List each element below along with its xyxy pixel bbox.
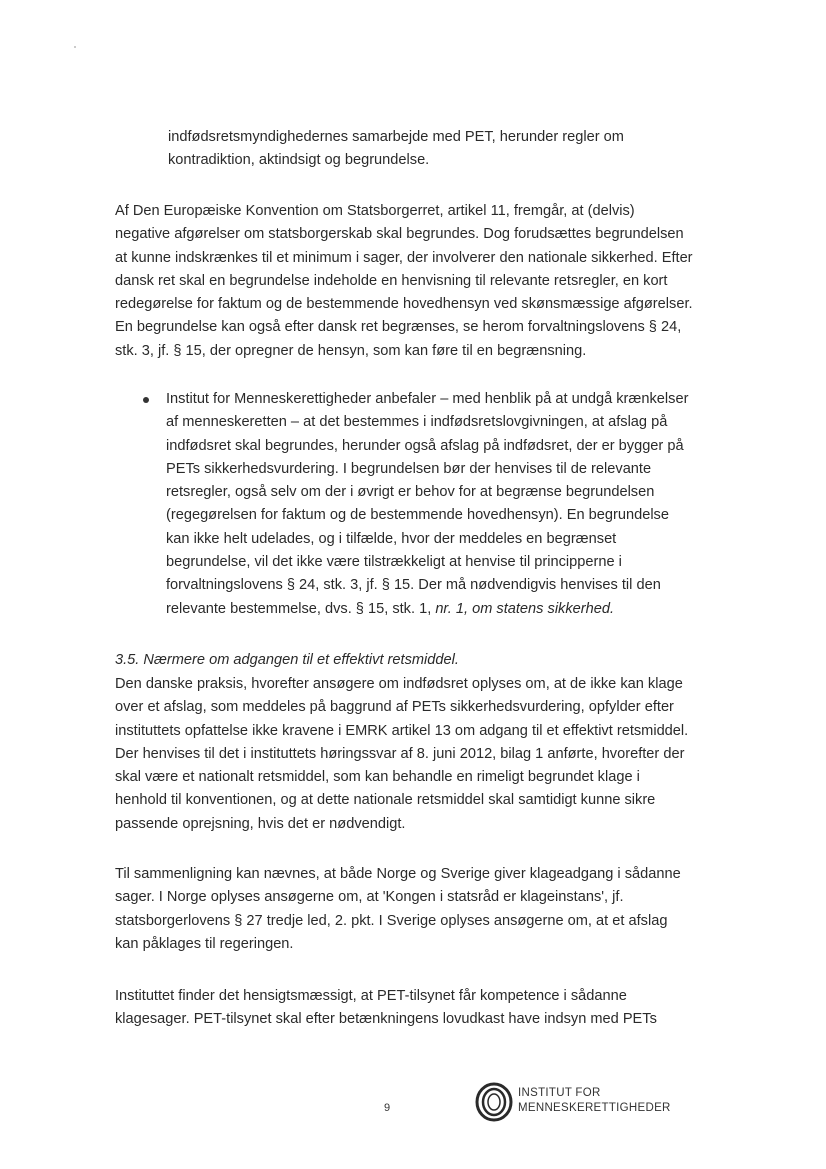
- text-line: kan ikke helt udelades, og i tilfælde, hvor der meddeles en begrænset: [166, 530, 617, 547]
- text-line: negative afgørelser om statsborgerskab skal begrundes. Dog forudsættes begrundelsen: [115, 226, 684, 243]
- text-line: kontradiktion, aktindsigt og begrundelse.: [168, 152, 430, 169]
- text-line: PETs sikkerhedsvurdering. I begrundelsen bør der henvises til de relevante: [166, 460, 652, 477]
- text-line: over et afslag, som meddeles på baggrund af PETs sikkerhedsvurdering, opfylder efter: [115, 699, 674, 716]
- text-line: begrundelse, vil det ikke være tilstrækkeligt at henvise til principperne i: [166, 554, 622, 571]
- paragraph-comparison: [115, 863, 681, 956]
- text-line: Instituttet finder det hensigtsmæssigt, at PET-tilsynet får kompetence i sådanne: [115, 988, 627, 1004]
- text-line: (regegørelsen for faktum og de bestemmende hovedhensyn). En begrundelse: [166, 507, 669, 524]
- text-line: sager. I Norge oplyses ansøgerne om, at 'Kongen i statsråd er klageinstans', jf.: [115, 889, 624, 906]
- text-line: statsborgerlovens § 27 tredje led, 2. pkt. I Sverige oplyses ansøgerne om, at et afslag: [115, 912, 668, 929]
- institute-logo-text: [518, 1086, 671, 1116]
- text-line: klagesager. PET-tilsynet skal efter betænkningens lovudkast have indsyn med PETs: [115, 1011, 657, 1028]
- logo-line-1: INSTITUT FOR: [518, 1087, 601, 1099]
- text-line: skal være et nationalt retsmiddel, som kan behandle en rimeligt begrundet klage i: [115, 769, 640, 786]
- text-line-final: [166, 598, 688, 621]
- section-heading: 3.5. Nærmere om adgangen til et effektivt retsmiddel.: [115, 652, 459, 668]
- text-line: instituttets opfattelse ikke kravene i EMRK artikel 13 om adgang til et effektivt retsmiddel.: [115, 722, 689, 739]
- text-line: Institut for Menneskerettigheder anbefaler – med henblik på at undgå krænkelser: [166, 391, 689, 407]
- text-line: forvaltningslovens § 24, stk. 3, jf. § 15. Der må nødvendigvis henvises til den: [166, 577, 661, 594]
- paragraph-remedy: [115, 673, 688, 836]
- text-italic: nr. 1, om statens sikkerhed.: [435, 600, 615, 617]
- text-line: henhold til konventionen, og at dette nationale retsmiddel skal samtidigt kunne sikre: [115, 792, 656, 809]
- text-line: Af Den Europæiske Konvention om Statsborgerret, artikel 11, fremgår, at (delvis): [115, 203, 635, 219]
- text-line: retsregler, også selv om der i øvrigt er behov for at begrænse begrundelsen: [166, 484, 655, 501]
- bullet-icon: [143, 397, 149, 403]
- intro-continuation: [168, 126, 624, 173]
- page-number: 9: [384, 1102, 391, 1114]
- text-line: Den danske praksis, hvorefter ansøgere om indfødsret oplyses om, at de ikke kan klage: [115, 676, 683, 692]
- paragraph-institute: [115, 985, 657, 1032]
- paragraph-convention: [115, 200, 693, 363]
- text-plain: relevante bestemmelse, dvs. § 15, stk. 1,: [166, 600, 436, 617]
- scan-speck: [74, 46, 76, 48]
- text-line: at kunne indskrænkes til et minimum i sager, der involverer den nationale sikkerhed. Efter: [115, 249, 693, 266]
- text-line: dansk ret skal en begrundelse indeholde en henvisning til relevante retsregler, en kort: [115, 272, 668, 289]
- text-line: redegørelse for faktum og de bestemmende hovedhensyn ved skønsmæssige afgørelser.: [115, 296, 693, 313]
- text-line: indfødsret skal begrundes, herunder også afslag på indfødsret, der er bygger på: [166, 437, 684, 454]
- logo-line-2: MENNESKERETTIGHEDER: [518, 1102, 671, 1114]
- institute-logo-icon: [474, 1082, 514, 1122]
- text-line: af menneskeretten – at det bestemmes i indfødsretslovgivningen, at afslag på: [166, 414, 668, 431]
- text-line: En begrundelse kan også efter dansk ret begrænses, se herom forvaltningslovens § 24,: [115, 319, 682, 336]
- recommendation-bullet: [166, 388, 688, 621]
- text-line: indfødsretsmyndighedernes samarbejde med PET, herunder regler om: [168, 129, 624, 145]
- text-line: passende oprejsning, hvis det er nødvendigt.: [115, 815, 406, 832]
- text-line: Der henvises til det i instituttets høringssvar af 8. juni 2012, bilag 1 anførte, hvorefter der: [115, 745, 685, 762]
- text-line: stk. 3, jf. § 15, der opregner de hensyn, som kan føre til en begrænsning.: [115, 342, 587, 359]
- text-line: kan påklages til regeringen.: [115, 935, 294, 952]
- text-line: Til sammenligning kan nævnes, at både Norge og Sverige giver klageadgang i sådanne: [115, 866, 681, 882]
